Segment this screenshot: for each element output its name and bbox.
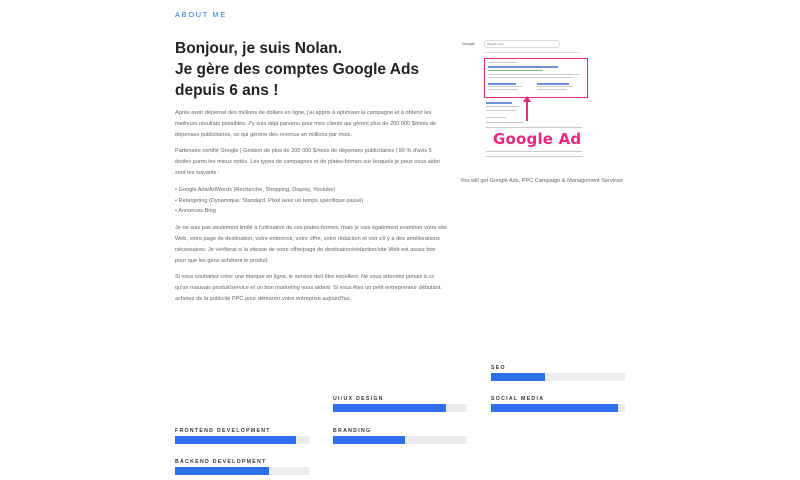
- skill-track: [333, 436, 467, 444]
- skill-label: SOCIAL MEDIA: [491, 396, 545, 402]
- skill-frontend: [175, 427, 309, 444]
- skill-label: SEO: [491, 365, 506, 371]
- skill-fill: [333, 436, 405, 444]
- ad-highlight-box: [484, 58, 588, 98]
- skill-track: [491, 373, 625, 381]
- skill-label: BACKEND DEVELOPMENT: [175, 459, 267, 465]
- headline-line-1: Bonjour, je suis Nolan.: [175, 40, 343, 57]
- skill-backend: [175, 458, 309, 475]
- skill-fill: [491, 404, 618, 412]
- google-ad-label: Google Ad: [493, 130, 582, 148]
- image-caption: You will get Google Ads, PPC Campaign & Management Services: [460, 178, 623, 184]
- skill-track: [491, 404, 625, 412]
- about-paragraph-3: Je ne suis pas seulement limité à l'utilisation de ces plates-formes, mais je vais également examiner votre site Web, votre page de destination, votre entonnoir, votre offre, votre rédaction et voir s'il y a des améliorations nécessaires. Je vérifierai si la vitesse de votre offre/page de destination/rédaction/site Web est assez bon pour que les gens achètent le produit.: [175, 225, 447, 264]
- skill-fill: [333, 404, 446, 412]
- skill-social-media: [491, 395, 625, 412]
- skill-fill: [491, 373, 545, 381]
- google-ad-screenshot: [460, 38, 588, 162]
- skill-fill: [175, 467, 269, 475]
- section-label: ABOUT ME: [175, 10, 227, 19]
- about-paragraph-1: Après avoir dépensé des millions de dollars en ligne, j'ai appris à optimiser la campagne et à obtenir les meilleurs résultats possibles. J'y suis déjà parvenu pour mes clients qui gèrent plus de 200 000 $/mois de dépenses publicitaires, ce qui génère des revenus en millions par mois.: [175, 110, 437, 138]
- google-logo: Google: [462, 41, 475, 46]
- list-item: • Google Ads/AdWords (Recherche, Shopping, Display, Youtube): [175, 186, 336, 193]
- skill-track: [175, 467, 309, 475]
- headline-line-2: Je gère des comptes Google Ads depuis 6 ans !: [175, 61, 420, 99]
- skill-track: [333, 404, 467, 412]
- skill-label: BRANDING: [333, 428, 372, 434]
- skill-label: FRONTEND DEVELOPMENT: [175, 428, 271, 434]
- skill-track: [175, 436, 309, 444]
- skill-fill: [175, 436, 296, 444]
- search-tabs-thumb: [484, 49, 580, 53]
- skill-label: UI/UX DESIGN: [333, 396, 384, 402]
- skill-uiux: [333, 395, 467, 412]
- list-item: • Annonces Bing: [175, 208, 216, 215]
- arrow-stem: [526, 99, 528, 121]
- skill-branding: [333, 427, 467, 444]
- platform-list: [175, 185, 447, 217]
- about-paragraph-4: Si vous souhaitez créer une marque en ligne, le service doit être excellent. Ne vous attendez jamais à ce qu'un mauvais produit/service et un bon marketing vous aident. Si vous êtes un petit entrepreneur débutant, achetez de la publicité PPC pour démarrer votre entreprise aujourd'hui.: [175, 274, 442, 302]
- about-text: [175, 108, 447, 311]
- list-item: • Retargeting (Dynamique, Standard, Pixel avec un temps spécifique passé): [175, 197, 364, 204]
- search-box-thumb: Weight Loss: [484, 40, 560, 48]
- about-paragraph-2: Partenaire certifié Google | Gestion de plus de 200 000 $/mois de dépenses publicitaires | 99 % d'avis 5 étoiles parmi les mieux notés. Les types de campagnes et de plates-formes sur lesquels je peux vous aider sont les suivants :: [175, 148, 441, 176]
- skill-seo: [491, 364, 625, 381]
- page-title: [175, 38, 445, 101]
